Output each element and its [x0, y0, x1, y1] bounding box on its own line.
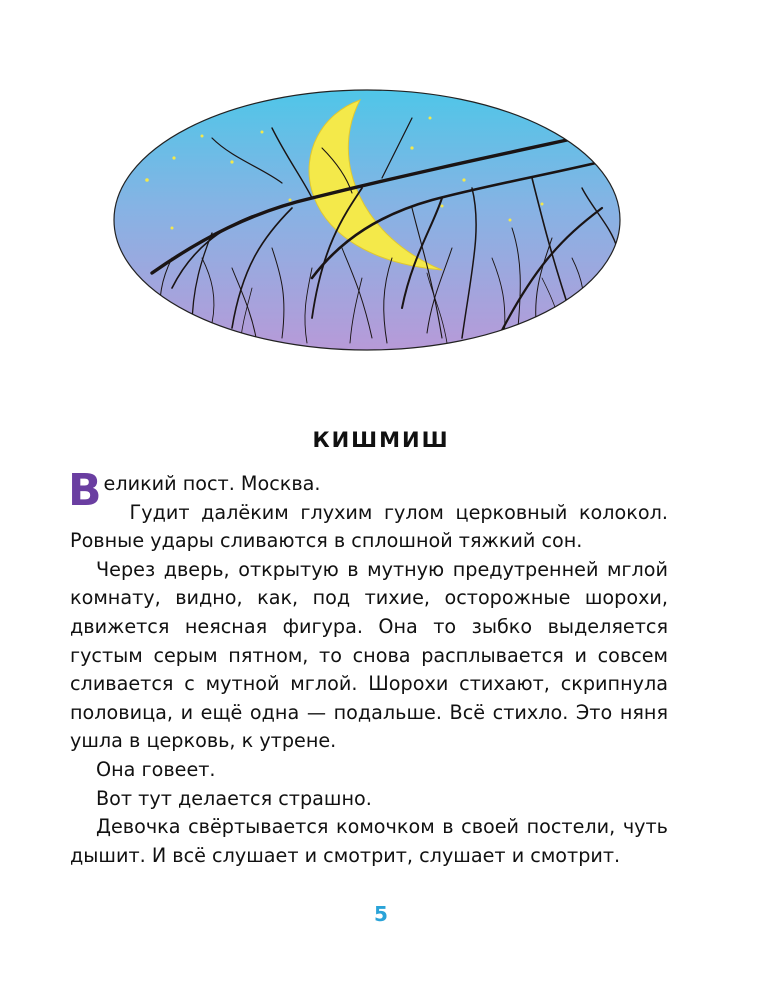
- story-title: КИШМИШ: [312, 428, 450, 452]
- paragraph-6: Девочка свёртывается комочком в своей постели, чуть дышит. И всё слушает и смотрит, слушает и смотрит.: [70, 815, 668, 867]
- drop-cap: В: [68, 465, 102, 516]
- paragraph-3: Через дверь, открытую в мутную предутренней мглой комнату, видно, как, под тихие, осторожные шорохи, движется неясная фигура. Она то зыбко выделяется густым серым пятном, то снова расплывается и совсем сливается с мутной мглой. Шорохи стихают, скрипнула половица, и ещё одна — подальше. Всё стихло. Это няня ушла в церковь, к утрене.: [70, 557, 668, 753]
- paragraph-2: Гудит далёким глухим гулом церковный колокол. Ровные удары сливаются в сплошной тяжкий сон.: [70, 500, 668, 553]
- paragraph-1: [68, 465, 668, 516]
- moon-branches-illustration: [112, 88, 622, 352]
- story-text: [68, 465, 668, 870]
- paragraph-4: Она говеет.: [96, 757, 216, 781]
- moon-branches-icon: [112, 88, 622, 352]
- paragraph-1-text: еликий пост. Москва.: [103, 472, 321, 495]
- paragraph-5: Вот тут делается страшно.: [96, 786, 372, 810]
- page-number: 5: [374, 902, 388, 926]
